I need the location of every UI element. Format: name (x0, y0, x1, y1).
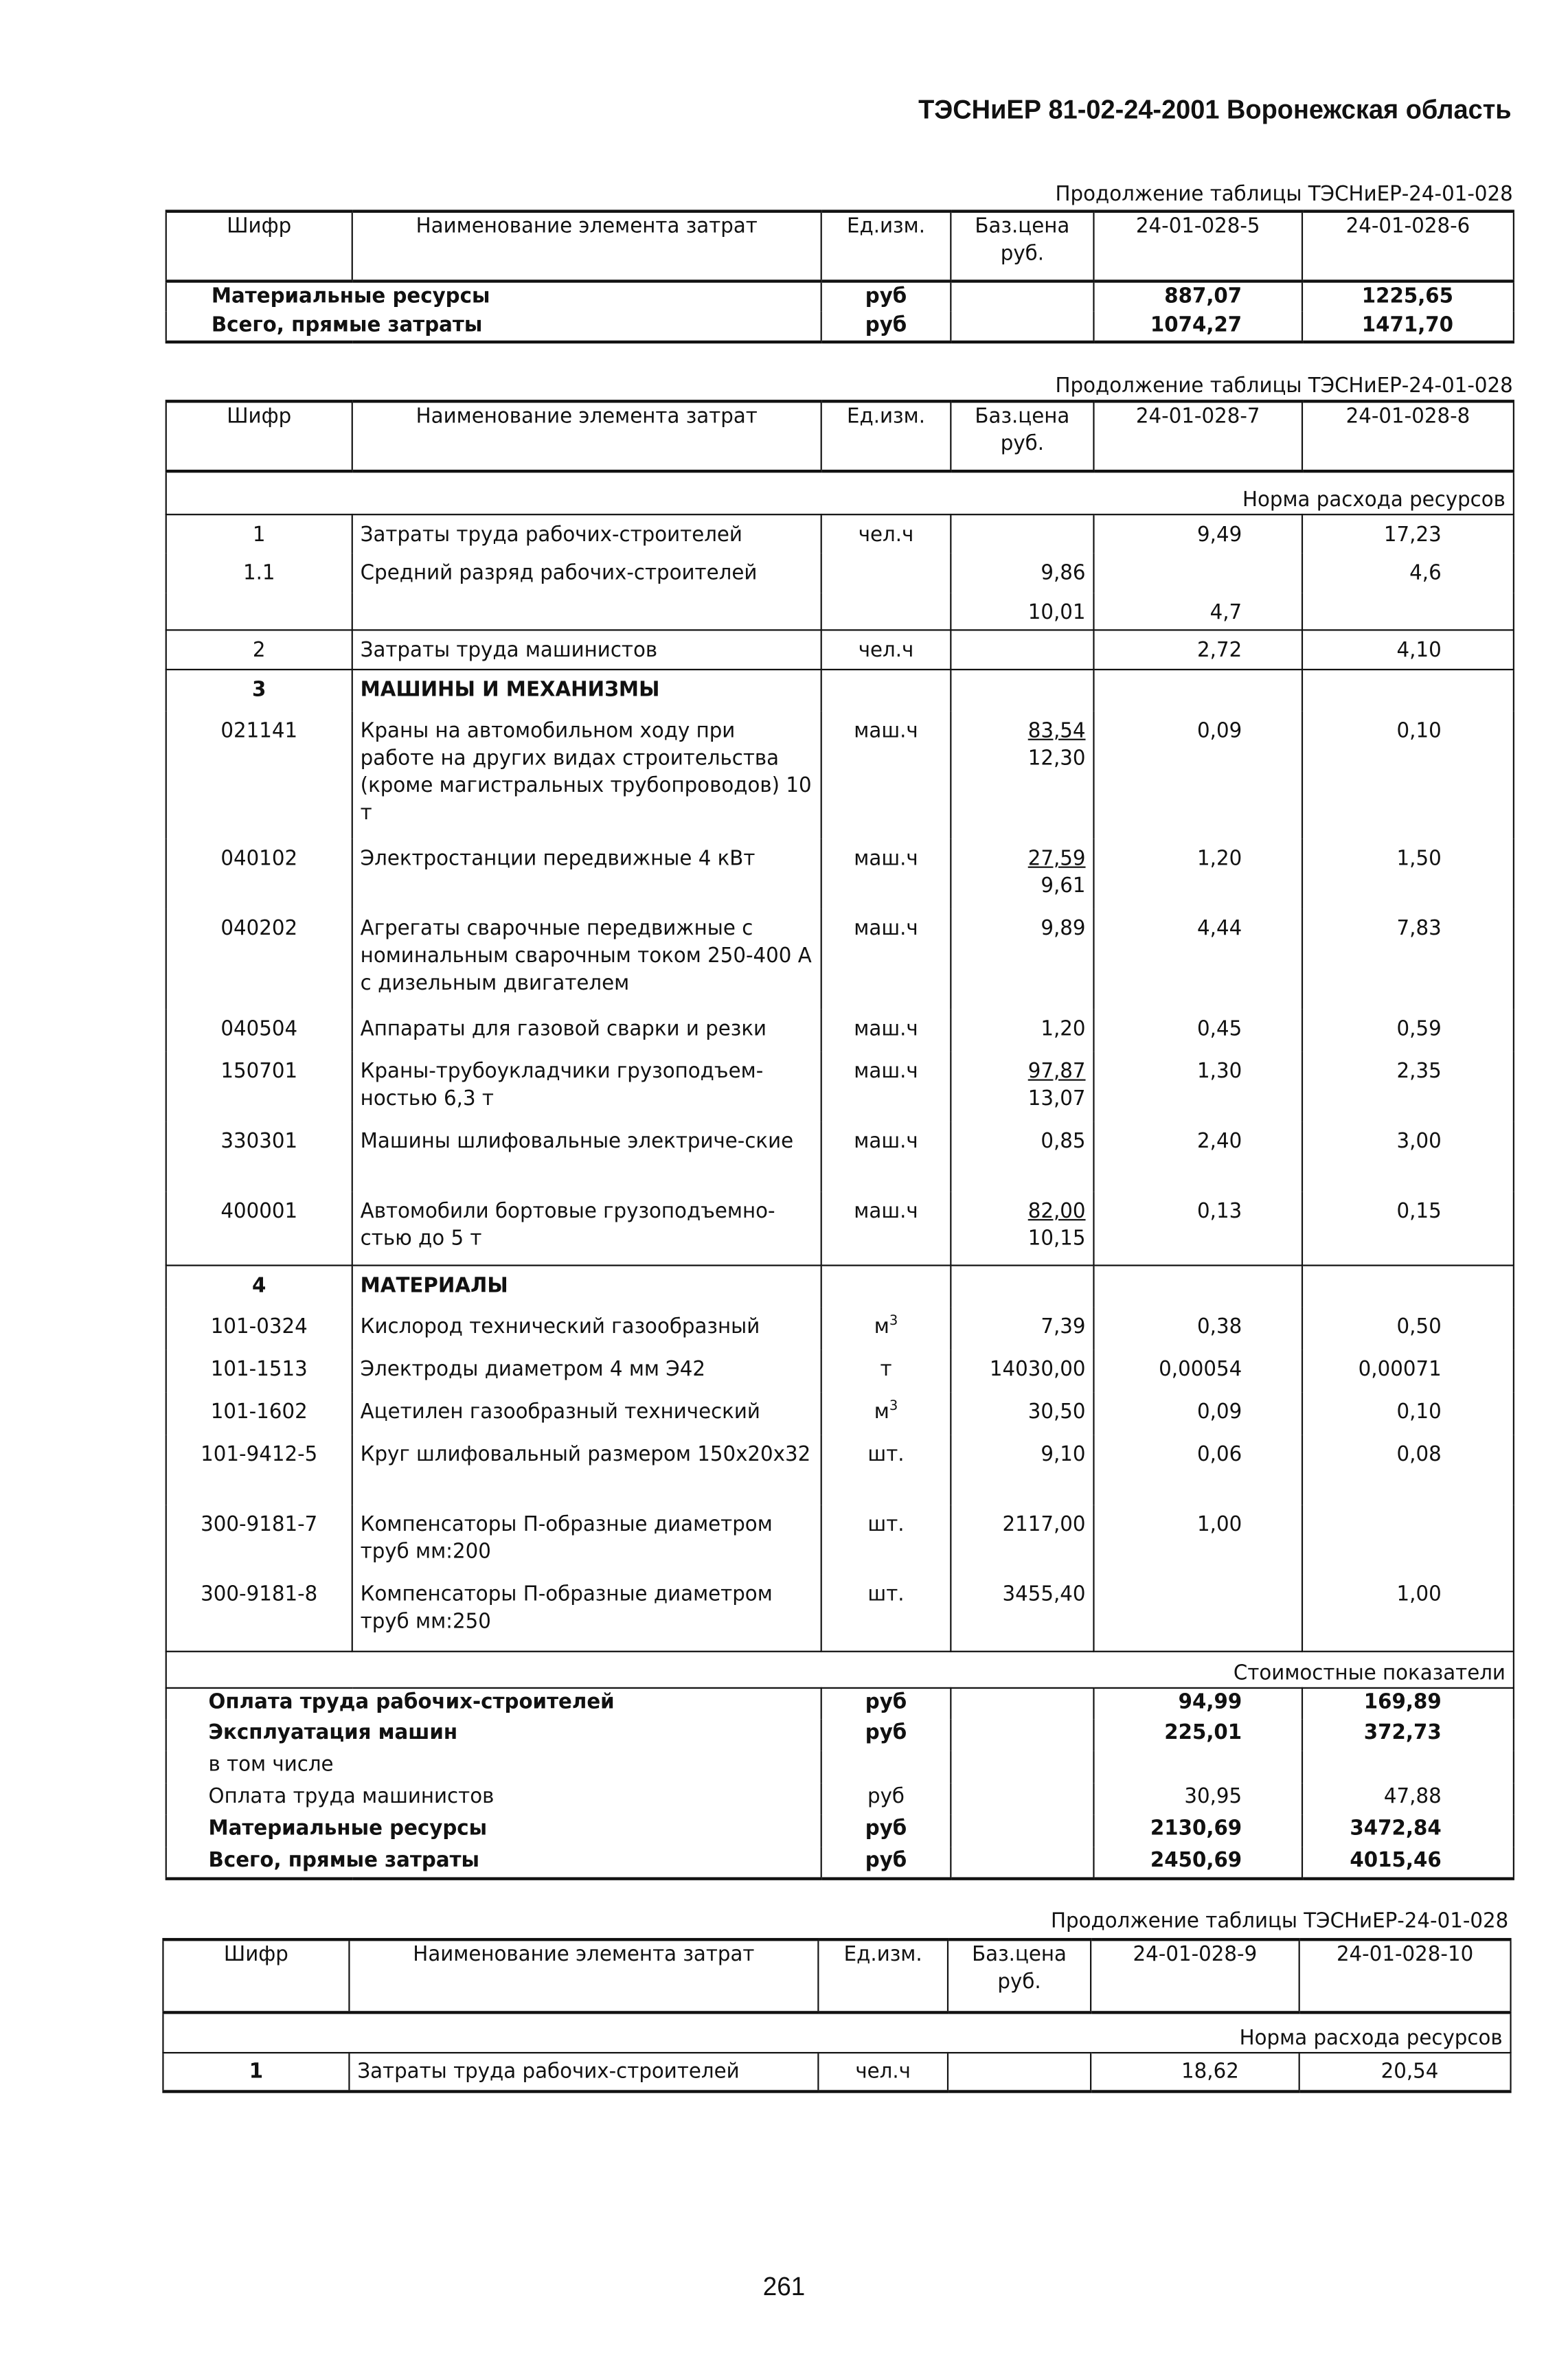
col-name-header: Наименование элемента затрат (349, 1939, 818, 2012)
unit-superscript: 3 (889, 1314, 898, 1330)
value-a: 18,62 (1091, 2052, 1299, 2092)
col-code-header: Шифр (163, 1939, 349, 2012)
cost-price (951, 1687, 1093, 1719)
cost-price (951, 1719, 1093, 1751)
cost-unit: руб (821, 1719, 951, 1751)
resource-name: Краны-трубоукладчики грузоподъем-ностью 6,3 т (352, 1052, 821, 1122)
cost-unit: руб (821, 1783, 951, 1814)
base-price (951, 1010, 1093, 1052)
value-b: 0,50 (1302, 1307, 1514, 1349)
empty-cell (166, 1651, 1094, 1687)
resource-code: 300-9181-8 (166, 1575, 352, 1651)
cost-name: Всего, прямые затраты (166, 1847, 821, 1878)
base-price (951, 554, 1093, 593)
base-price (951, 711, 1093, 839)
base-price-value: 97,87 (1027, 1059, 1086, 1084)
table-row (166, 839, 1514, 909)
cost-row (166, 1783, 1514, 1814)
value-a: 2,72 (1093, 629, 1302, 669)
value-b: 3472,84 (1302, 1815, 1514, 1847)
resource-name: Машины шлифовальные электриче-ские (352, 1121, 821, 1192)
value-a (1093, 1751, 1302, 1783)
value-a: 1,30 (1093, 1052, 1302, 1122)
document-header: ТЭСНиЕР 81-02-24-2001 Воронежская область (918, 94, 1512, 125)
base-price (951, 1435, 1093, 1505)
resource-name (352, 593, 821, 629)
base-price (951, 1307, 1093, 1349)
table-row (166, 1192, 1514, 1264)
table2-continuation-label: Продолжение таблицы ТЭСНиЕР-24-01-028 (1055, 374, 1513, 398)
resource-name: Агрегаты сварочные передвижные с номинальным сварочным током 250-400 А с дизельным двигателем (352, 909, 821, 1010)
col-unit-header: Ед.изм. (818, 1939, 948, 2012)
col-name-header: Наименование элемента затрат (352, 401, 821, 471)
resource-unit: чел.ч (821, 514, 951, 554)
table1 (166, 209, 1514, 343)
resource-unit: маш.ч (821, 1192, 951, 1264)
value-a: 0,13 (1093, 1192, 1302, 1264)
table-row (166, 1307, 1514, 1349)
value-b: 2,35 (1302, 1052, 1514, 1122)
empty-cell (821, 1264, 951, 1307)
table-row (166, 1505, 1514, 1575)
resource-name: Круг шлифовальный размером 150х20х32 (352, 1435, 821, 1505)
value-b: 4,10 (1302, 629, 1514, 669)
resource-code: 101-1513 (166, 1349, 352, 1392)
base-price-value: 9,86 (1041, 560, 1086, 586)
table-row (166, 1121, 1514, 1192)
norm-label: Норма расхода ресурсов (1091, 2012, 1510, 2052)
resource-code: 300-9181-7 (166, 1505, 352, 1575)
table-row (166, 1392, 1514, 1435)
value-a: 0,00054 (1093, 1349, 1302, 1392)
resource-name: Затраты труда машинистов (352, 629, 821, 669)
table-row (166, 1349, 1514, 1392)
section-title: МАШИНЫ И МЕХАНИЗМЫ (352, 669, 821, 711)
value-b: 7,83 (1302, 909, 1514, 1010)
value-b: 372,73 (1302, 1719, 1514, 1751)
col-b-header: 24-01-028-8 (1302, 401, 1514, 471)
table-row (166, 629, 1514, 669)
value-a: 225,01 (1093, 1719, 1302, 1751)
cost-name: Эксплуатация машин (166, 1719, 821, 1751)
value-b: 17,23 (1302, 514, 1514, 554)
value-b: 4015,46 (1302, 1847, 1514, 1878)
resource-code: 2 (166, 629, 352, 669)
empty-cell (821, 669, 951, 711)
value-b: 1225,65 (1302, 281, 1514, 311)
resource-code: 1 (163, 2052, 349, 2092)
base-price (951, 1121, 1093, 1192)
value-b: 4,6 (1302, 554, 1514, 593)
value-a: 2450,69 (1093, 1847, 1302, 1878)
base-price-value: 14030,00 (989, 1357, 1086, 1382)
table-row (166, 281, 1514, 311)
cost-name: Всего, прямые затраты (166, 312, 821, 342)
table3-body (163, 2052, 1510, 2092)
base-price-value: 82,00 (1027, 1199, 1086, 1224)
value-b (1302, 1505, 1514, 1575)
cost-price (951, 1847, 1093, 1878)
base-price (951, 593, 1093, 629)
resource-code: 101-1602 (166, 1392, 352, 1435)
table-row (166, 1575, 1514, 1651)
col-price-header: Баз.цена руб. (951, 212, 1093, 282)
value-a: 4,44 (1093, 909, 1302, 1010)
cost-row (166, 1687, 1514, 1719)
table-row (166, 1435, 1514, 1505)
section-header (166, 1264, 1514, 1307)
unit-superscript: 3 (889, 1399, 898, 1415)
base-price (951, 839, 1093, 909)
value-a: 887,07 (1093, 281, 1302, 311)
base-price-value: 83,54 (1027, 718, 1086, 744)
col-code-header: Шифр (166, 212, 352, 282)
norm-label: Норма расхода ресурсов (1093, 471, 1513, 514)
empty-cell (1093, 1264, 1302, 1307)
base-price (948, 2052, 1091, 2092)
base-price-value: 3455,40 (1002, 1582, 1086, 1607)
value-b: 0,15 (1302, 1192, 1514, 1264)
cost-price (951, 1751, 1093, 1783)
operator-wage-value: 13,07 (1027, 1086, 1086, 1111)
col-price-header: Баз.цена руб. (951, 401, 1093, 471)
resource-code: 101-0324 (166, 1307, 352, 1349)
base-price-value: 2117,00 (1002, 1512, 1086, 1537)
resource-name: Затраты труда рабочих-строителей (352, 514, 821, 554)
empty-cell (1302, 669, 1514, 711)
value-a: 30,95 (1093, 1783, 1302, 1814)
resource-unit: маш.ч (821, 1010, 951, 1052)
value-b: 1,50 (1302, 839, 1514, 909)
resource-code: 400001 (166, 1192, 352, 1264)
resource-code: 040504 (166, 1010, 352, 1052)
value-a: 94,99 (1093, 1687, 1302, 1719)
operator-wage-value: 12,30 (1027, 746, 1086, 771)
cost-name: Материальные ресурсы (166, 1815, 821, 1847)
table1-body (166, 281, 1514, 342)
table-row (166, 554, 1514, 593)
value-a: 0,09 (1093, 1392, 1302, 1435)
value-b (1302, 1751, 1514, 1783)
base-price (951, 1192, 1093, 1264)
value-b: 169,89 (1302, 1687, 1514, 1719)
resource-name: Краны на автомобильном ходу при работе на других видах строительства (кроме магистральных трубопроводов) 10 т (352, 711, 821, 839)
cost-row (166, 1719, 1514, 1751)
value-b: 3,00 (1302, 1121, 1514, 1192)
base-price (951, 629, 1093, 669)
resource-name: Средний разряд рабочих-строителей (352, 554, 821, 593)
value-a (1093, 1575, 1302, 1651)
resource-name: Ацетилен газообразный технический (352, 1392, 821, 1435)
cost-unit: руб (821, 312, 951, 342)
resource-unit: шт. (821, 1575, 951, 1651)
resource-unit: т (821, 1349, 951, 1392)
value-a (1093, 554, 1302, 593)
resource-code: 040102 (166, 839, 352, 909)
value-b: 0,08 (1302, 1435, 1514, 1505)
cost-price (951, 312, 1093, 342)
resource-unit (821, 593, 951, 629)
resource-code: 040202 (166, 909, 352, 1010)
value-a: 4,7 (1093, 593, 1302, 629)
table-row (166, 909, 1514, 1010)
base-price-value: 0,85 (1041, 1129, 1086, 1154)
value-b (1302, 593, 1514, 629)
table-row (166, 1010, 1514, 1052)
resource-code: 101-9412-5 (166, 1435, 352, 1505)
base-price-value: 9,89 (1041, 916, 1086, 942)
value-b: 20,54 (1299, 2052, 1511, 2092)
col-unit-header: Ед.изм. (821, 212, 951, 282)
table2-body (166, 514, 1514, 1879)
value-a: 0,06 (1093, 1435, 1302, 1505)
base-price-value: 1,20 (1041, 1016, 1086, 1042)
empty-cell (951, 669, 1093, 711)
resource-unit: $м^3$ (821, 1307, 951, 1349)
table-row (166, 593, 1514, 629)
cost-name: в том числе (166, 1751, 821, 1783)
page-number: 261 (762, 2272, 806, 2301)
resource-name: Компенсаторы П-образные диаметром труб мм:200 (352, 1505, 821, 1575)
base-price-value: 30,50 (1027, 1400, 1086, 1424)
table-row (166, 514, 1514, 554)
resource-code (166, 593, 352, 629)
resource-unit: чел.ч (821, 629, 951, 669)
value-a: 1,00 (1093, 1505, 1302, 1575)
base-price-value: 7,39 (1041, 1314, 1086, 1339)
empty-cell (1302, 1264, 1514, 1307)
value-b: 1471,70 (1302, 312, 1514, 342)
cost-row (166, 1751, 1514, 1783)
table3 (162, 1938, 1511, 2093)
col-a-header: 24-01-028-5 (1093, 212, 1302, 282)
cost-name: Материальные ресурсы (166, 281, 821, 311)
col-code-header: Шифр (166, 401, 352, 471)
base-price (951, 909, 1093, 1010)
base-price-value: 9,10 (1041, 1442, 1086, 1467)
base-price-value: 27,59 (1027, 846, 1086, 871)
cost-unit: руб (821, 281, 951, 311)
value-a: 0,38 (1093, 1307, 1302, 1349)
resource-unit: чел.ч (818, 2052, 948, 2092)
col-a-header: 24-01-028-9 (1091, 1939, 1299, 2012)
resource-code: 1.1 (166, 554, 352, 593)
col-unit-header: Ед.изм. (821, 401, 951, 471)
resource-name: Электроды диаметром 4 мм Э42 (352, 1349, 821, 1392)
resource-code: 330301 (166, 1121, 352, 1192)
table2 (166, 400, 1514, 1880)
col-a-header: 24-01-028-7 (1093, 401, 1302, 471)
cost-unit (821, 1751, 951, 1783)
table1-continuation-label: Продолжение таблицы ТЭСНиЕР-24-01-028 (1055, 182, 1513, 207)
value-b: 1,00 (1302, 1575, 1514, 1651)
base-price (951, 1052, 1093, 1122)
base-price (951, 1505, 1093, 1575)
col-price-header: Баз.цена руб. (948, 1939, 1091, 2012)
resource-name: Аппараты для газовой сварки и резки (352, 1010, 821, 1052)
cost-unit: руб (821, 1847, 951, 1878)
cost-price (951, 1783, 1093, 1814)
value-a: 0,09 (1093, 711, 1302, 839)
resource-name: Затраты труда рабочих-строителей (349, 2052, 818, 2092)
resource-name: Компенсаторы П-образные диаметром труб мм:250 (352, 1575, 821, 1651)
value-b: 0,10 (1302, 711, 1514, 839)
empty-cell (951, 1264, 1093, 1307)
base-price-value: 10,01 (1027, 600, 1086, 625)
cost-label: Стоимостные показатели (1093, 1651, 1513, 1687)
base-price (951, 1349, 1093, 1392)
table-row (166, 312, 1514, 342)
resource-code: 1 (166, 514, 352, 554)
cost-row (166, 1815, 1514, 1847)
resource-unit: маш.ч (821, 711, 951, 839)
value-b: 0,59 (1302, 1010, 1514, 1052)
section-code: 4 (166, 1264, 352, 1307)
base-price (951, 514, 1093, 554)
resource-unit (821, 554, 951, 593)
cost-price (951, 281, 1093, 311)
section-header (166, 669, 1514, 711)
cost-unit: руб (821, 1815, 951, 1847)
resource-name: Электростанции передвижные 4 кВт (352, 839, 821, 909)
col-b-header: 24-01-028-10 (1299, 1939, 1511, 2012)
cost-name: Оплата труда машинистов (166, 1783, 821, 1814)
value-b: 0,00071 (1302, 1349, 1514, 1392)
cost-price (951, 1815, 1093, 1847)
resource-unit: маш.ч (821, 839, 951, 909)
operator-wage-value: 10,15 (1027, 1227, 1086, 1251)
table3-continuation-label: Продолжение таблицы ТЭСНиЕР-24-01-028 (1051, 1908, 1509, 1934)
cost-name: Оплата труда рабочих-строителей (166, 1687, 821, 1719)
value-b: 0,10 (1302, 1392, 1514, 1435)
resource-name: Кислород технический газообразный (352, 1307, 821, 1349)
resource-unit: маш.ч (821, 1052, 951, 1122)
value-a: 2130,69 (1093, 1815, 1302, 1847)
resource-unit: маш.ч (821, 1121, 951, 1192)
value-b: 47,88 (1302, 1783, 1514, 1814)
value-a: 9,49 (1093, 514, 1302, 554)
resource-unit: маш.ч (821, 909, 951, 1010)
col-name-header: Наименование элемента затрат (352, 212, 821, 282)
base-price (951, 1575, 1093, 1651)
cost-row (166, 1847, 1514, 1878)
empty-cell (1093, 669, 1302, 711)
col-b-header: 24-01-028-6 (1302, 212, 1514, 282)
value-a: 1,20 (1093, 839, 1302, 909)
section-code: 3 (166, 669, 352, 711)
cost-unit: руб (821, 1687, 951, 1719)
resource-code: 021141 (166, 711, 352, 839)
table-row (166, 1651, 1514, 1687)
resource-unit: шт. (821, 1505, 951, 1575)
table-row (163, 2052, 1510, 2092)
section-title: МАТЕРИАЛЫ (352, 1264, 821, 1307)
value-a: 1074,27 (1093, 312, 1302, 342)
resource-name: Автомобили бортовые грузоподъемно-стью до 5 т (352, 1192, 821, 1264)
table-row (166, 1052, 1514, 1122)
value-a: 2,40 (1093, 1121, 1302, 1192)
value-a: 0,45 (1093, 1010, 1302, 1052)
operator-wage-value: 9,61 (1041, 874, 1086, 899)
resource-code: 150701 (166, 1052, 352, 1122)
base-price (951, 1392, 1093, 1435)
table-row (166, 711, 1514, 839)
resource-unit: $м^3$ (821, 1392, 951, 1435)
resource-unit: шт. (821, 1435, 951, 1505)
